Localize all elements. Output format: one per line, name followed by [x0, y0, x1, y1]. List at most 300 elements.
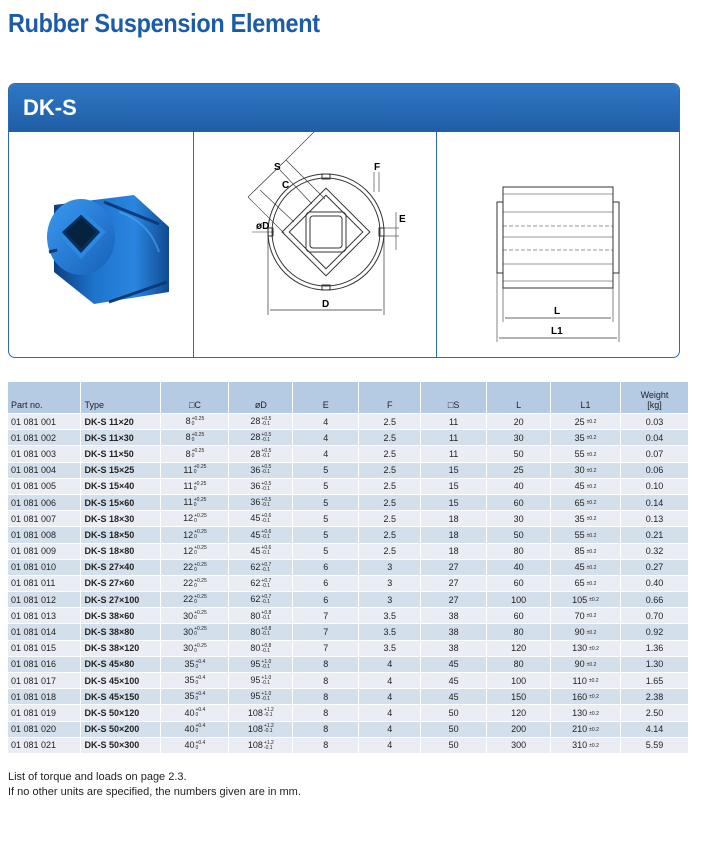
cell-c-tolerance — [194, 563, 207, 573]
cell-d-tol-lower: -0.1 — [261, 663, 271, 670]
table-row — [8, 511, 689, 527]
cell-f: 2.5 — [359, 494, 421, 510]
cell-c-tolerance — [192, 449, 205, 459]
cell-e: 4 — [293, 430, 359, 446]
cell-weight: 1.36 — [620, 640, 688, 656]
cell-e: 4 — [293, 414, 359, 430]
cell-d-tolerance — [261, 660, 271, 670]
cell-l: 30 — [487, 511, 551, 527]
side-view-drawing-cell — [437, 132, 680, 358]
cell-c — [161, 656, 229, 672]
cell-d-tol-upper: +1.0 — [261, 674, 272, 681]
table-body — [8, 414, 689, 753]
cell-d-tolerance — [261, 433, 271, 443]
table-header-row — [8, 382, 689, 414]
cell-l1-value: 45 — [574, 481, 585, 492]
table-row — [8, 737, 689, 753]
cell-c-value: 8 — [185, 432, 191, 443]
dim-label-d: D — [322, 299, 330, 310]
cell-l1-tolerance: ±0.2 — [589, 597, 599, 604]
cell-d-tol-upper: +0.5 — [261, 448, 272, 455]
cell-c-tol-upper: +0.25 — [194, 529, 207, 536]
cell-weight: 0.40 — [620, 575, 688, 591]
cell-l: 40 — [487, 478, 551, 494]
cell-d-value: 62 — [250, 594, 261, 605]
cell-part-no: 01 081 013 — [8, 608, 81, 624]
cell-c-value: 11 — [183, 464, 193, 475]
cell-c-tol-lower: 0 — [194, 631, 197, 638]
table-row — [8, 592, 689, 608]
cell-c-value: 12 — [183, 513, 194, 524]
cell-l1 — [551, 640, 621, 656]
cell-c-tolerance — [194, 465, 207, 475]
cell-l1 — [551, 430, 621, 446]
cell-weight: 2.50 — [620, 705, 688, 721]
cell-c-value: 12 — [183, 529, 194, 540]
cell-d-value: 28 — [250, 432, 261, 443]
cell-e: 8 — [293, 721, 359, 737]
cell-c-tolerance — [195, 724, 205, 734]
cell-l1 — [551, 446, 621, 462]
cell-type: DK-S 11×50 — [81, 446, 161, 462]
cell-weight: 0.13 — [620, 511, 688, 527]
cell-c-tol-upper: +0.25 — [194, 577, 207, 584]
cell-l1-tolerance: ±0.2 — [589, 742, 599, 749]
cell-l1-value: 65 — [574, 497, 585, 508]
cell-part-no: 01 081 015 — [8, 640, 81, 656]
cell-d — [229, 527, 293, 543]
cell-c-tolerance — [194, 530, 207, 540]
cell-c — [161, 430, 229, 446]
cell-s: 18 — [421, 543, 487, 559]
cell-f: 2.5 — [359, 478, 421, 494]
cell-d-tol-upper: +0.7 — [261, 593, 272, 600]
cell-c-tol-lower: 0 — [193, 501, 197, 508]
cell-d-value: 28 — [250, 448, 261, 459]
cell-c-tolerance — [194, 546, 207, 556]
cell-l1-value: 90 — [574, 627, 585, 638]
cell-c-tolerance — [194, 498, 207, 508]
cell-l1-value: 210 — [572, 724, 588, 735]
cell-d — [229, 478, 293, 494]
cell-c — [161, 575, 229, 591]
cell-s: 11 — [421, 414, 487, 430]
cell-c-tol-lower: 0 — [195, 712, 199, 719]
cell-l1-value: 90 — [574, 659, 585, 670]
cell-d — [229, 721, 293, 737]
cell-c-tol-lower: 0 — [191, 420, 195, 427]
cell-c-tolerance — [194, 514, 207, 524]
cell-c-tol-lower: 0 — [194, 518, 197, 525]
header-d: øD — [229, 382, 293, 414]
cell-f: 4 — [359, 705, 421, 721]
cell-d-value: 80 — [250, 626, 261, 637]
cell-d-tolerance — [261, 595, 271, 605]
cell-s: 50 — [421, 721, 487, 737]
cell-c-tolerance — [195, 741, 205, 751]
cell-l: 40 — [487, 559, 551, 575]
cell-weight: 0.66 — [620, 592, 688, 608]
cell-type: DK-S 27×60 — [81, 575, 161, 591]
cell-d-value: 95 — [250, 691, 261, 702]
cell-d-tolerance — [261, 482, 271, 492]
cell-weight: 0.14 — [620, 494, 688, 510]
cell-f: 2.5 — [359, 446, 421, 462]
cell-l: 300 — [487, 737, 551, 753]
cell-c-value: 11 — [183, 481, 193, 492]
cell-s: 38 — [421, 608, 487, 624]
cell-d-tol-lower: -0.1 — [261, 615, 271, 622]
cell-c-tol-upper: +0.25 — [194, 610, 207, 617]
header-c: □C — [161, 382, 229, 414]
cell-part-no: 01 081 008 — [8, 527, 81, 543]
cell-d-tolerance — [264, 708, 274, 718]
cell-c-tol-upper: +0.4 — [195, 691, 206, 698]
cell-c-tol-lower: 0 — [194, 566, 197, 573]
dim-label-l1: L1 — [551, 326, 563, 337]
cell-f: 2.5 — [359, 414, 421, 430]
cell-l1-value: 160 — [572, 691, 588, 702]
cell-d-tol-upper: +0.5 — [261, 496, 272, 503]
cell-d — [229, 656, 293, 672]
cell-c-value: 30 — [183, 642, 194, 653]
cell-c — [161, 478, 229, 494]
cell-d-tol-upper: +0.8 — [261, 642, 272, 649]
cell-c — [161, 592, 229, 608]
cell-c-tol-lower: 0 — [191, 437, 195, 444]
cell-e: 8 — [293, 737, 359, 753]
cell-d-tol-lower: -0.1 — [263, 712, 273, 719]
cell-type: DK-S 11×30 — [81, 430, 161, 446]
table-row — [8, 430, 689, 446]
cell-d-value: 36 — [250, 464, 261, 475]
cell-e: 5 — [293, 478, 359, 494]
cell-weight: 0.32 — [620, 543, 688, 559]
cell-d — [229, 430, 293, 446]
cell-c-tol-lower: 0 — [194, 615, 197, 622]
cell-c-tol-lower: 0 — [194, 534, 197, 541]
cell-l1-tolerance: ±0.2 — [586, 483, 597, 490]
cell-l1-value: 45 — [574, 562, 585, 573]
cell-c-tolerance — [194, 644, 207, 654]
cell-c-value: 11 — [183, 497, 193, 508]
cell-l1-value: 35 — [574, 432, 585, 443]
cell-d-tolerance — [264, 741, 274, 751]
cell-l1 — [551, 689, 621, 705]
cell-c-tol-lower: 0 — [194, 647, 197, 654]
cell-c-tol-upper: +0.25 — [194, 545, 207, 552]
cell-d-value: 80 — [250, 642, 261, 653]
cell-c-tol-upper: +0.25 — [194, 626, 207, 633]
cell-weight: 0.03 — [620, 414, 688, 430]
cell-d-tolerance — [261, 644, 271, 654]
cell-d — [229, 673, 293, 689]
cell-e: 5 — [293, 511, 359, 527]
cell-c — [161, 640, 229, 656]
cell-d-tol-upper: +1.2 — [263, 707, 274, 714]
cell-c-value: 30 — [183, 610, 194, 621]
cell-type: DK-S 38×80 — [81, 624, 161, 640]
cell-l1-tolerance: ±0.2 — [586, 662, 597, 669]
cell-c — [161, 737, 229, 753]
cell-c-tol-lower: 0 — [193, 485, 197, 492]
cell-d-tol-lower: -0.1 — [261, 647, 271, 654]
cell-part-no: 01 081 006 — [8, 494, 81, 510]
table-row — [8, 575, 689, 591]
cell-type: DK-S 45×150 — [81, 689, 161, 705]
cell-c-value: 12 — [183, 545, 194, 556]
cell-weight: 5.59 — [620, 737, 688, 753]
cell-e: 5 — [293, 543, 359, 559]
cell-c-tolerance — [195, 708, 205, 718]
cell-l1-tolerance: ±0.2 — [586, 548, 597, 555]
cell-c-tol-upper: +0.25 — [194, 642, 207, 649]
cell-d-value: 108 — [247, 740, 263, 751]
cell-l: 60 — [487, 608, 551, 624]
dim-label-c: C — [282, 180, 290, 191]
cell-s: 11 — [421, 446, 487, 462]
cell-c-tol-lower: 0 — [194, 582, 197, 589]
cell-weight: 0.21 — [620, 527, 688, 543]
cell-l: 200 — [487, 721, 551, 737]
cell-c-value: 30 — [183, 626, 194, 637]
cell-d — [229, 705, 293, 721]
cell-part-no: 01 081 007 — [8, 511, 81, 527]
cell-part-no: 01 081 019 — [8, 705, 81, 721]
header-l1: L1 — [551, 382, 621, 414]
cell-c — [161, 624, 229, 640]
cross-section-drawing-cell — [194, 132, 437, 358]
cell-c-value: 40 — [184, 740, 195, 751]
cell-c-tol-upper: +0.25 — [193, 464, 207, 471]
cell-c-tolerance — [195, 676, 205, 686]
cell-d — [229, 592, 293, 608]
cell-s: 38 — [421, 624, 487, 640]
cell-weight: 1.65 — [620, 673, 688, 689]
cell-c — [161, 705, 229, 721]
side-view-drawing — [437, 132, 680, 358]
cell-l1 — [551, 705, 621, 721]
cell-type: DK-S 18×80 — [81, 543, 161, 559]
table-row — [8, 721, 689, 737]
cell-c-tolerance — [195, 660, 205, 670]
cell-d-value: 62 — [250, 578, 261, 589]
cell-l1-tolerance: ±0.2 — [586, 629, 597, 636]
cell-c — [161, 689, 229, 705]
header-f: F — [359, 382, 421, 414]
cell-c-tol-lower: 0 — [195, 679, 199, 686]
cell-c — [161, 559, 229, 575]
cell-weight: 4.14 — [620, 721, 688, 737]
cell-d-tol-lower: -0.1 — [261, 437, 271, 444]
cell-d-tol-upper: +1.0 — [261, 658, 272, 665]
cell-d-tol-lower: -0.1 — [263, 744, 273, 751]
cell-type: DK-S 45×100 — [81, 673, 161, 689]
cell-d — [229, 624, 293, 640]
cell-c-tol-upper: +0.4 — [195, 658, 206, 665]
cell-part-no: 01 081 003 — [8, 446, 81, 462]
cell-d-tolerance — [261, 611, 271, 621]
cell-d-value: 108 — [247, 707, 263, 718]
table-row — [8, 640, 689, 656]
table-row — [8, 673, 689, 689]
cell-d-tol-lower: -0.1 — [261, 518, 271, 525]
cell-type: DK-S 11×20 — [81, 414, 161, 430]
cell-type: DK-S 15×60 — [81, 494, 161, 510]
cell-s: 18 — [421, 527, 487, 543]
cell-l: 20 — [487, 414, 551, 430]
cell-s: 27 — [421, 575, 487, 591]
cell-d-tol-upper: +0.6 — [261, 529, 272, 536]
cell-weight: 0.10 — [620, 478, 688, 494]
cell-d — [229, 494, 293, 510]
cell-c-value: 35 — [184, 691, 195, 702]
cell-s: 15 — [421, 478, 487, 494]
note-torque: List of torque and loads on page 2.3. — [8, 771, 187, 783]
cell-e: 7 — [293, 624, 359, 640]
cell-d — [229, 511, 293, 527]
cell-part-no: 01 081 017 — [8, 673, 81, 689]
cell-part-no: 01 081 009 — [8, 543, 81, 559]
cell-d-tol-lower: -0.1 — [261, 696, 271, 703]
note-units: If no other units are specified, the numbers given are in mm. — [8, 786, 301, 798]
cell-f: 4 — [359, 673, 421, 689]
dim-label-dia-d: øD — [256, 221, 270, 232]
table-row — [8, 478, 689, 494]
cell-d-value: 36 — [250, 497, 261, 508]
cell-l1 — [551, 721, 621, 737]
cell-d-value: 36 — [250, 481, 261, 492]
cell-c — [161, 494, 229, 510]
cell-c-tol-lower: 0 — [195, 728, 199, 735]
cell-d-tolerance — [261, 692, 271, 702]
cell-part-no: 01 081 012 — [8, 592, 81, 608]
cell-l1 — [551, 527, 621, 543]
cell-d-tol-upper: +0.6 — [261, 545, 272, 552]
cell-d-tol-upper: +1.2 — [263, 739, 274, 746]
cell-d — [229, 559, 293, 575]
cell-d — [229, 446, 293, 462]
cell-d-tol-lower: -0.1 — [261, 679, 271, 686]
cell-d-tol-upper: +0.7 — [261, 577, 272, 584]
cell-c — [161, 527, 229, 543]
cell-f: 3.5 — [359, 624, 421, 640]
cell-l1-value: 70 — [574, 610, 585, 621]
cell-l1 — [551, 592, 621, 608]
cell-d-tol-lower: -0.1 — [261, 631, 271, 638]
cell-c-tol-upper: +0.25 — [193, 496, 207, 503]
cell-f: 2.5 — [359, 527, 421, 543]
table-row — [8, 705, 689, 721]
cell-type: DK-S 45×80 — [81, 656, 161, 672]
cell-e: 4 — [293, 446, 359, 462]
cell-c-tol-upper: +0.25 — [194, 561, 207, 568]
cell-l1-tolerance: ±0.2 — [589, 694, 599, 701]
cell-d — [229, 462, 293, 478]
cell-l1-tolerance: ±0.2 — [586, 451, 597, 458]
cell-c-tolerance — [195, 692, 205, 702]
table-row — [8, 414, 689, 430]
cell-l1-tolerance: ±0.2 — [586, 581, 597, 588]
cell-c-tolerance — [192, 417, 205, 427]
cell-d-tolerance — [261, 417, 271, 427]
cell-d — [229, 608, 293, 624]
cell-d-tolerance — [261, 465, 271, 475]
page-title: Rubber Suspension Element — [8, 8, 320, 38]
cell-c-tol-upper: +0.25 — [191, 448, 205, 455]
product-image-cell — [9, 132, 194, 358]
cell-type: DK-S 15×25 — [81, 462, 161, 478]
cell-e: 7 — [293, 608, 359, 624]
cell-l1-tolerance: ±0.2 — [586, 419, 597, 426]
cell-d-tolerance — [261, 627, 271, 637]
cell-c — [161, 673, 229, 689]
cell-c-value: 22 — [183, 594, 194, 605]
cell-d-tol-lower: -0.1 — [261, 453, 271, 460]
cell-e: 6 — [293, 559, 359, 575]
cell-c-tol-lower: 0 — [194, 550, 197, 557]
cell-e: 8 — [293, 705, 359, 721]
cell-type: DK-S 27×40 — [81, 559, 161, 575]
cell-e: 5 — [293, 494, 359, 510]
cell-d — [229, 689, 293, 705]
cell-l1 — [551, 414, 621, 430]
cell-l: 50 — [487, 446, 551, 462]
cell-weight: 0.06 — [620, 462, 688, 478]
cell-e: 6 — [293, 575, 359, 591]
cell-c-value: 35 — [184, 659, 195, 670]
cell-l: 60 — [487, 494, 551, 510]
cell-l: 50 — [487, 527, 551, 543]
table-row — [8, 559, 689, 575]
cell-c — [161, 721, 229, 737]
panel-header — [9, 84, 679, 132]
cell-s: 27 — [421, 592, 487, 608]
header-weight-unit: [kg] — [647, 400, 662, 410]
header-l: L — [487, 382, 551, 414]
cell-d-tol-lower: -0.1 — [261, 550, 271, 557]
cell-s: 38 — [421, 640, 487, 656]
cell-weight: 2.38 — [620, 689, 688, 705]
cell-l1-value: 130 — [572, 707, 588, 718]
cell-part-no: 01 081 002 — [8, 430, 81, 446]
cell-c-tol-upper: +0.25 — [191, 432, 205, 439]
cell-f: 3 — [359, 559, 421, 575]
cell-s: 45 — [421, 673, 487, 689]
cell-l1 — [551, 575, 621, 591]
cell-c-tol-lower: 0 — [193, 469, 197, 476]
cell-d-tol-upper: +0.5 — [261, 432, 272, 439]
cell-d-value: 80 — [250, 610, 261, 621]
cell-d-value: 95 — [250, 659, 261, 670]
cell-c-tolerance — [194, 579, 207, 589]
dim-label-s: S — [274, 162, 281, 173]
cell-part-no: 01 081 018 — [8, 689, 81, 705]
cell-type: DK-S 38×60 — [81, 608, 161, 624]
cell-l1 — [551, 462, 621, 478]
cell-d-tol-lower: -0.1 — [261, 598, 271, 605]
cell-c-tol-upper: +0.4 — [195, 674, 206, 681]
table-row — [8, 462, 689, 478]
cell-c-tol-lower: 0 — [195, 696, 199, 703]
table-row — [8, 624, 689, 640]
cell-l1-tolerance: ±0.2 — [586, 613, 597, 620]
cell-d-tol-lower: -0.1 — [261, 534, 271, 541]
table-row — [8, 446, 689, 462]
cell-l: 100 — [487, 673, 551, 689]
cell-l1-tolerance: ±0.2 — [586, 516, 597, 523]
cell-f: 2.5 — [359, 511, 421, 527]
